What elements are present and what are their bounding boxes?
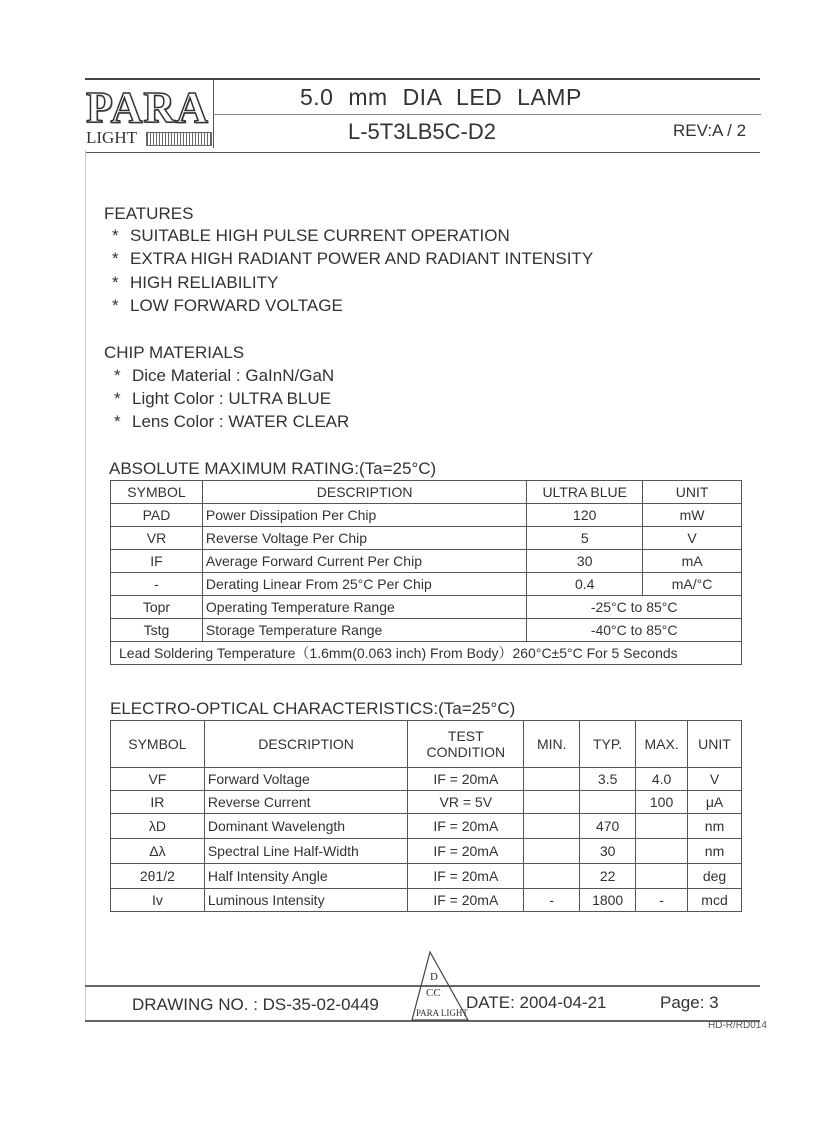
value-cell: 120 bbox=[527, 504, 643, 527]
svg-text:PARA LIGHT: PARA LIGHT bbox=[416, 1008, 468, 1018]
description-cell: Luminous Intensity bbox=[204, 889, 407, 912]
feature-item: * LOW FORWARD VOLTAGE bbox=[112, 296, 343, 315]
unit-cell: mcd bbox=[688, 889, 742, 912]
symbol-cell: VR bbox=[111, 527, 203, 550]
typ-cell: 30 bbox=[580, 839, 636, 864]
chip-materials-heading: CHIP MATERIALS bbox=[104, 343, 245, 362]
chip-item: * Light Color : ULTRA BLUE bbox=[114, 389, 332, 408]
header-cell: DESCRIPTION bbox=[204, 721, 407, 768]
dcc-stamp bbox=[410, 950, 470, 1022]
logo-sub-text: LIGHT bbox=[86, 128, 137, 147]
para-light-logo bbox=[86, 84, 212, 146]
max-cell: 4.0 bbox=[636, 768, 688, 791]
unit-cell: nm bbox=[688, 839, 742, 864]
symbol-cell: Δλ bbox=[111, 839, 205, 864]
table-row bbox=[111, 889, 742, 912]
symbol-cell: 2θ1/2 bbox=[111, 864, 205, 889]
header-cell: TYP. bbox=[580, 721, 636, 768]
unit-cell: V bbox=[643, 527, 742, 550]
symbol-cell: Iv bbox=[111, 889, 205, 912]
logo-main-text: PARA bbox=[86, 83, 209, 132]
header-cell: UNIT bbox=[643, 481, 742, 504]
min-cell: - bbox=[524, 889, 580, 912]
min-cell bbox=[524, 768, 580, 791]
feature-item: * SUITABLE HIGH PULSE CURRENT OPERATION bbox=[112, 226, 510, 245]
header-cell: DESCRIPTION bbox=[202, 481, 526, 504]
table-row bbox=[111, 791, 742, 814]
table-row bbox=[111, 864, 742, 889]
table-row bbox=[111, 596, 742, 619]
unit-cell: mW bbox=[643, 504, 742, 527]
table-footer-row bbox=[111, 642, 742, 665]
description-cell: Forward Voltage bbox=[204, 768, 407, 791]
table-row bbox=[111, 527, 742, 550]
chip-text: Dice Material : GaInN/GaN bbox=[132, 366, 335, 385]
symbol-cell: - bbox=[111, 573, 203, 596]
header-middle-rule bbox=[213, 114, 761, 115]
table-row bbox=[111, 768, 742, 791]
header-cell: ULTRA BLUE bbox=[527, 481, 643, 504]
unit-cell: deg bbox=[688, 864, 742, 889]
abs-max-heading: ABSOLUTE MAXIMUM RATING:(Ta=25°C) bbox=[109, 459, 437, 478]
min-cell bbox=[524, 864, 580, 889]
condition-cell: IF = 20mA bbox=[408, 814, 524, 839]
symbol-cell: PAD bbox=[111, 504, 203, 527]
table-row bbox=[111, 504, 742, 527]
description-cell: Operating Temperature Range bbox=[202, 596, 526, 619]
min-cell bbox=[524, 814, 580, 839]
table-row bbox=[111, 619, 742, 642]
max-cell bbox=[636, 839, 688, 864]
symbol-cell: IF bbox=[111, 550, 203, 573]
min-cell bbox=[524, 839, 580, 864]
part-number: L-5T3LB5C-D2 bbox=[348, 119, 496, 144]
description-cell: Storage Temperature Range bbox=[202, 619, 526, 642]
feature-item: * EXTRA HIGH RADIANT POWER AND RADIANT INTENSITY bbox=[112, 249, 594, 268]
document-date: DATE: 2004-04-21 bbox=[466, 993, 607, 1012]
unit-cell: μA bbox=[688, 791, 742, 814]
table-row bbox=[111, 814, 742, 839]
page-number: Page: 3 bbox=[660, 993, 719, 1012]
feature-text: HIGH RELIABILITY bbox=[130, 273, 279, 292]
soldering-note-cell: Lead Soldering Temperature（1.6mm(0.063 inch) From Body）260°C±5°C For 5 Seconds bbox=[111, 642, 742, 665]
svg-text:D: D bbox=[430, 971, 438, 983]
typ-cell: 1800 bbox=[580, 889, 636, 912]
condition-cell: IF = 20mA bbox=[408, 839, 524, 864]
description-cell: Spectral Line Half-Width bbox=[204, 839, 407, 864]
logo-hatch-pattern bbox=[146, 132, 212, 146]
value-cell: 30 bbox=[527, 550, 643, 573]
condition-cell: VR = 5V bbox=[408, 791, 524, 814]
max-cell: 100 bbox=[636, 791, 688, 814]
unit-cell: nm bbox=[688, 814, 742, 839]
condition-cell: IF = 20mA bbox=[408, 768, 524, 791]
typ-cell bbox=[580, 791, 636, 814]
svg-text:CC: CC bbox=[426, 987, 441, 999]
description-cell: Derating Linear From 25°C Per Chip bbox=[202, 573, 526, 596]
typ-cell: 3.5 bbox=[580, 768, 636, 791]
condition-cell: IF = 20mA bbox=[408, 889, 524, 912]
max-cell: - bbox=[636, 889, 688, 912]
range-cell: -25°C to 85°C bbox=[527, 596, 742, 619]
typ-cell: 470 bbox=[580, 814, 636, 839]
header-cell: MAX. bbox=[636, 721, 688, 768]
value-cell: 5 bbox=[527, 527, 643, 550]
unit-cell: V bbox=[688, 768, 742, 791]
table-header-row bbox=[111, 481, 742, 504]
table-row bbox=[111, 839, 742, 864]
symbol-cell: VF bbox=[111, 768, 205, 791]
typ-cell: 22 bbox=[580, 864, 636, 889]
unit-cell: mA/°C bbox=[643, 573, 742, 596]
table-header-row bbox=[111, 721, 742, 768]
revision-label: REV:A / 2 bbox=[673, 121, 747, 140]
document-title: 5.0 mm DIA LED LAMP bbox=[300, 84, 582, 110]
header-cell: MIN. bbox=[524, 721, 580, 768]
description-cell: Half Intensity Angle bbox=[204, 864, 407, 889]
max-cell bbox=[636, 814, 688, 839]
feature-text: LOW FORWARD VOLTAGE bbox=[130, 296, 343, 315]
feature-text: EXTRA HIGH RADIANT POWER AND RADIANT INTENSITY bbox=[130, 249, 594, 268]
chip-text: Lens Color : WATER CLEAR bbox=[132, 412, 350, 431]
condition-cell: IF = 20mA bbox=[408, 864, 524, 889]
feature-item: * HIGH RELIABILITY bbox=[112, 273, 279, 292]
eo-heading: ELECTRO-OPTICAL CHARACTERISTICS:(Ta=25°C) bbox=[110, 699, 516, 718]
symbol-cell: IR bbox=[111, 791, 205, 814]
range-cell: -40°C to 85°C bbox=[527, 619, 742, 642]
symbol-cell: Tstg bbox=[111, 619, 203, 642]
abs-max-table bbox=[110, 480, 742, 665]
description-cell: Reverse Voltage Per Chip bbox=[202, 527, 526, 550]
chip-text: Light Color : ULTRA BLUE bbox=[132, 389, 332, 408]
description-cell: Power Dissipation Per Chip bbox=[202, 504, 526, 527]
header-cell: SYMBOL bbox=[111, 481, 203, 504]
drawing-number: DRAWING NO. : DS-35-02-0449 bbox=[132, 995, 379, 1014]
chip-item: * Lens Color : WATER CLEAR bbox=[114, 412, 350, 431]
features-heading: FEATURES bbox=[104, 204, 194, 223]
max-cell bbox=[636, 864, 688, 889]
chip-item: * Dice Material : GaInN/GaN bbox=[114, 366, 335, 385]
form-code: HD-R/RD014 bbox=[708, 1020, 767, 1031]
header-cell: UNIT bbox=[688, 721, 742, 768]
description-cell: Reverse Current bbox=[204, 791, 407, 814]
header-cell: SYMBOL bbox=[111, 721, 205, 768]
min-cell bbox=[524, 791, 580, 814]
header-cell: TEST CONDITION bbox=[408, 721, 524, 768]
eo-table bbox=[110, 720, 742, 912]
table-row bbox=[111, 550, 742, 573]
unit-cell: mA bbox=[643, 550, 742, 573]
symbol-cell: Topr bbox=[111, 596, 203, 619]
value-cell: 0.4 bbox=[527, 573, 643, 596]
left-margin-rule bbox=[85, 150, 86, 1020]
table-row bbox=[111, 573, 742, 596]
symbol-cell: λD bbox=[111, 814, 205, 839]
description-cell: Dominant Wavelength bbox=[204, 814, 407, 839]
feature-text: SUITABLE HIGH PULSE CURRENT OPERATION bbox=[130, 226, 510, 245]
description-cell: Average Forward Current Per Chip bbox=[202, 550, 526, 573]
